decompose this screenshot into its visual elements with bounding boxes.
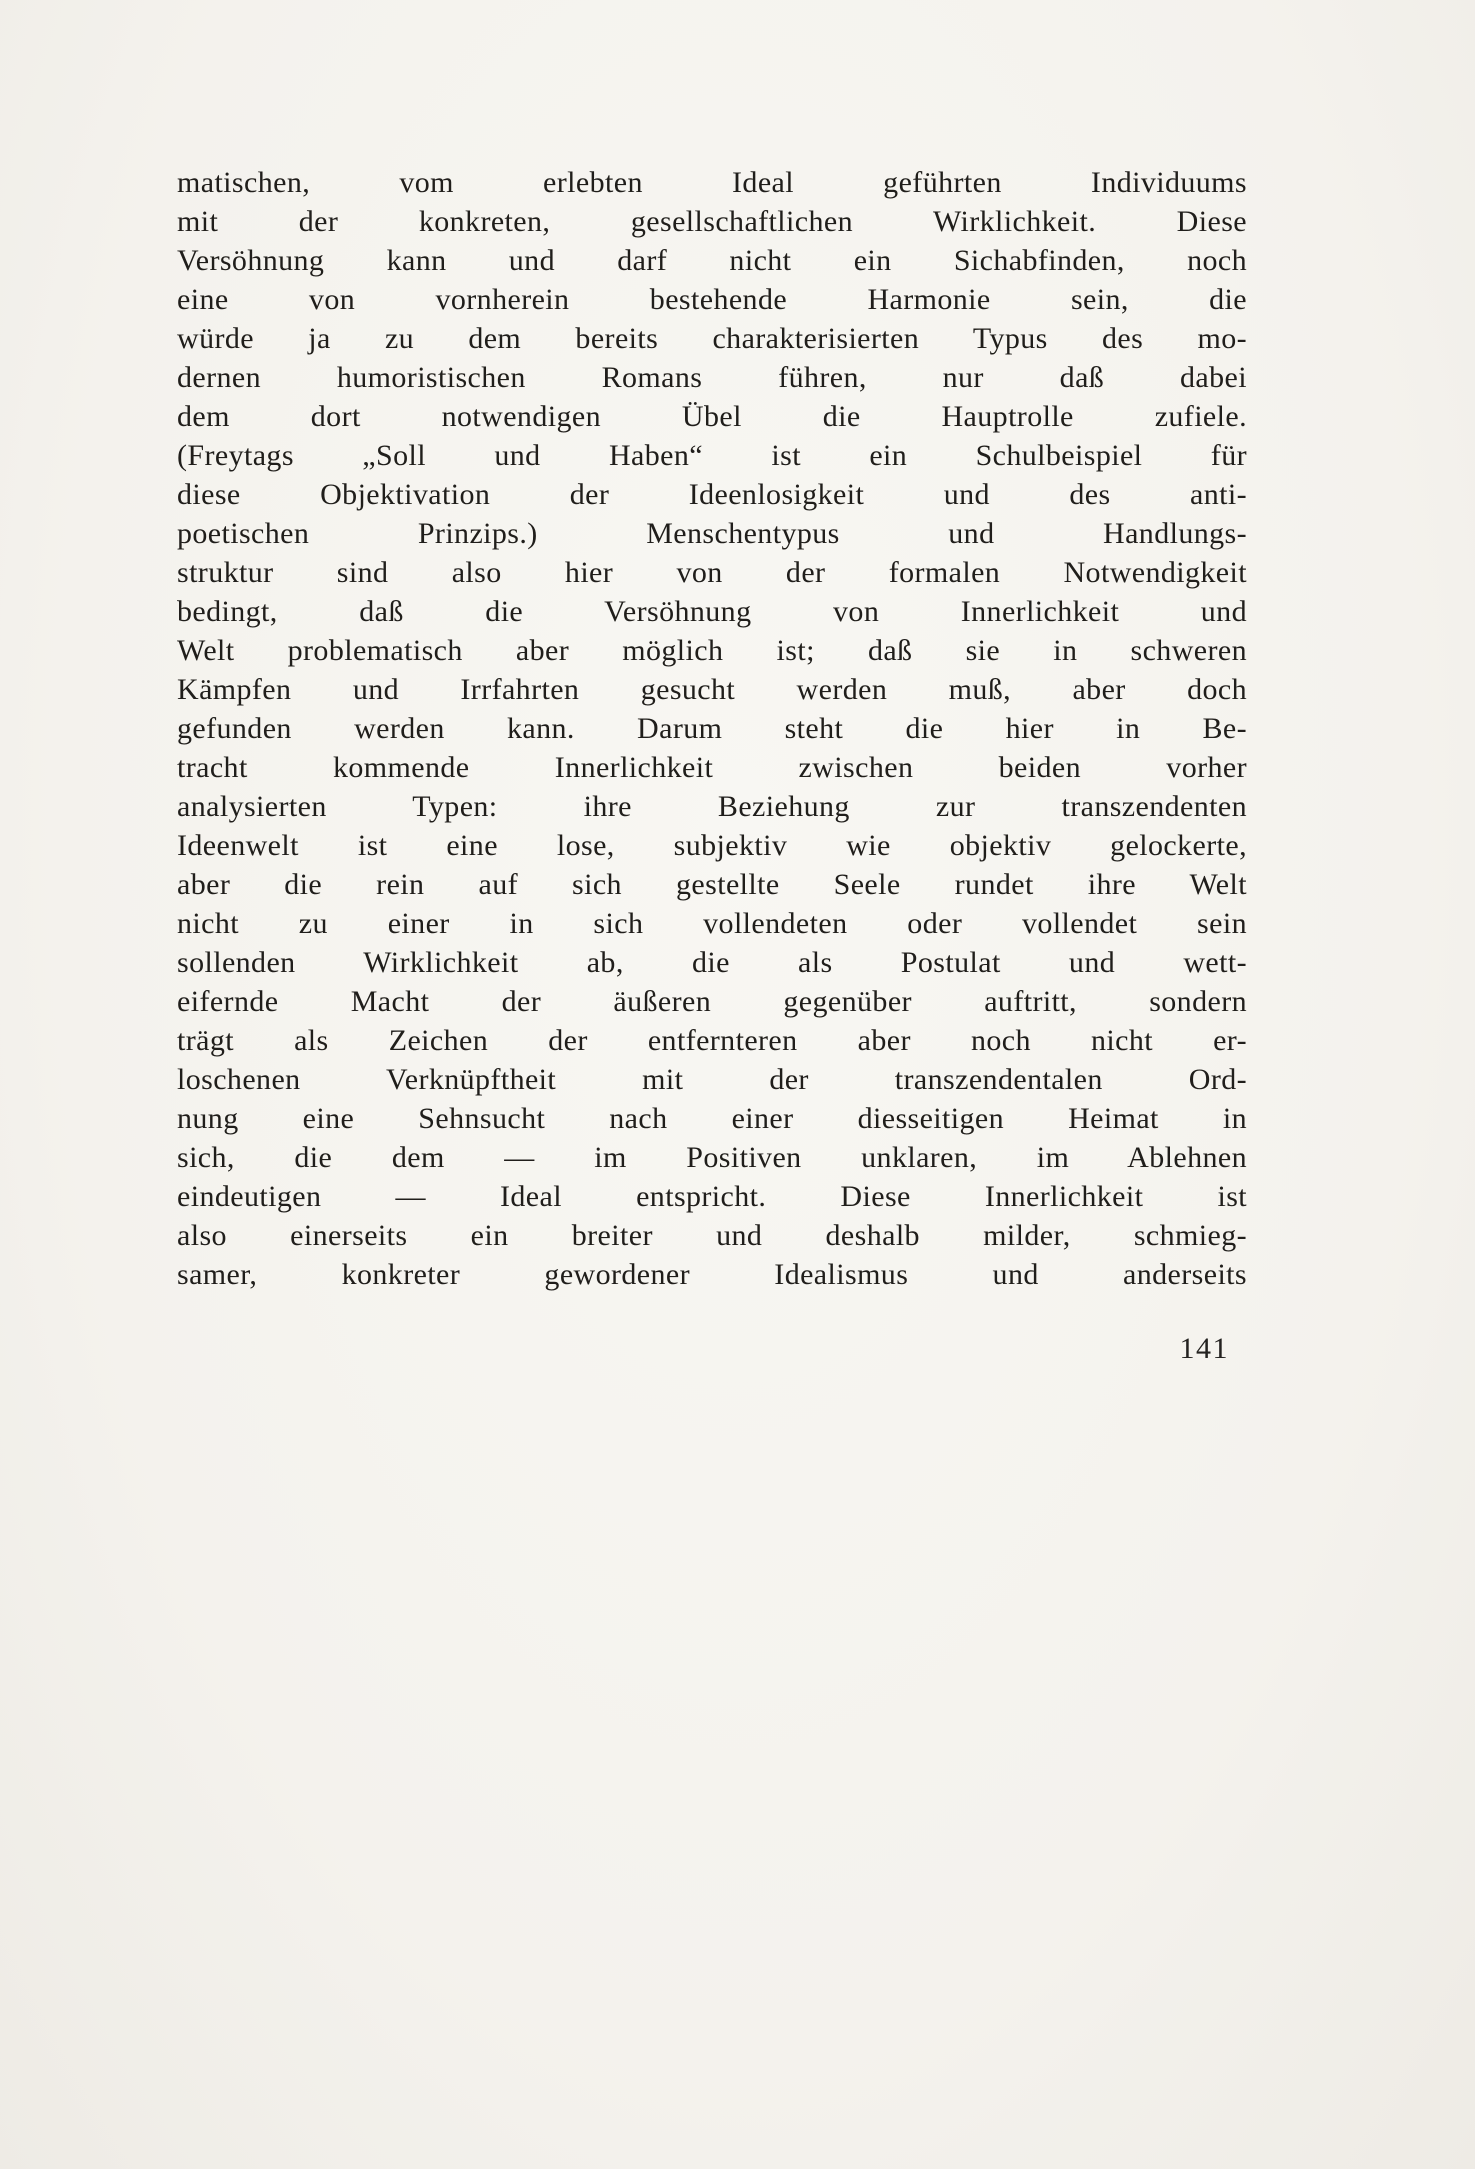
text-line: nung eine Sehnsucht nach einer diesseitigen Heimat in <box>177 1102 1247 1135</box>
text-line: trägt als Zeichen der entfernteren aber noch nicht er- <box>177 1024 1247 1057</box>
text-line: diese Objektivation der Ideenlosigkeit und des anti- <box>177 478 1247 511</box>
text-line: eindeutigen — Ideal entspricht. Diese Innerlichkeit ist <box>177 1180 1247 1213</box>
text-line: eine von vornherein bestehende Harmonie sein, die <box>177 283 1247 316</box>
text-line: dernen humoristischen Romans führen, nur daß dabei <box>177 361 1247 394</box>
text-line: würde ja zu dem bereits charakterisierten Typus des mo- <box>177 322 1247 355</box>
page-number: 141 <box>1179 1332 1229 1365</box>
text-line: matischen, vom erlebten Ideal geführten Individuums <box>177 166 1247 199</box>
text-line: sollenden Wirklichkeit ab, die als Postulat und wett- <box>177 946 1247 979</box>
text-line: Versöhnung kann und darf nicht ein Sichabfinden, noch <box>177 244 1247 277</box>
text-line: tracht kommende Innerlichkeit zwischen beiden vorher <box>177 751 1247 784</box>
text-line: Welt problematisch aber möglich ist; daß sie in schweren <box>177 634 1247 667</box>
text-line: Ideenwelt ist eine lose, subjektiv wie objektiv gelockerte, <box>177 829 1247 862</box>
text-line: bedingt, daß die Versöhnung von Innerlichkeit und <box>177 595 1247 628</box>
text-line: also einerseits ein breiter und deshalb milder, schmieg- <box>177 1219 1247 1252</box>
text-line: eifernde Macht der äußeren gegenüber auftritt, sondern <box>177 985 1247 1018</box>
text-line: mit der konkreten, gesellschaftlichen Wirklichkeit. Diese <box>177 205 1247 238</box>
paragraph-block <box>177 163 1247 1294</box>
text-line: dem dort notwendigen Übel die Hauptrolle zufiele. <box>177 400 1247 433</box>
text-line: poetischen Prinzips.) Menschentypus und Handlungs- <box>177 517 1247 550</box>
text-line: samer, konkreter gewordener Idealismus und anderseits <box>177 1258 1247 1291</box>
text-line: Kämpfen und Irrfahrten gesucht werden muß, aber doch <box>177 673 1247 706</box>
text-line: nicht zu einer in sich vollendeten oder vollendet sein <box>177 907 1247 940</box>
text-line: analysierten Typen: ihre Beziehung zur transzendenten <box>177 790 1247 823</box>
text-line: loschenen Verknüpftheit mit der transzendentalen Ord- <box>177 1063 1247 1096</box>
text-line: (Freytags „Soll und Haben“ ist ein Schulbeispiel für <box>177 439 1247 472</box>
text-line: gefunden werden kann. Darum steht die hier in Be- <box>177 712 1247 745</box>
text-line: sich, die dem — im Positiven unklaren, im Ablehnen <box>177 1141 1247 1174</box>
text-line: struktur sind also hier von der formalen Notwendigkeit <box>177 556 1247 589</box>
text-line: aber die rein auf sich gestellte Seele rundet ihre Welt <box>177 868 1247 901</box>
